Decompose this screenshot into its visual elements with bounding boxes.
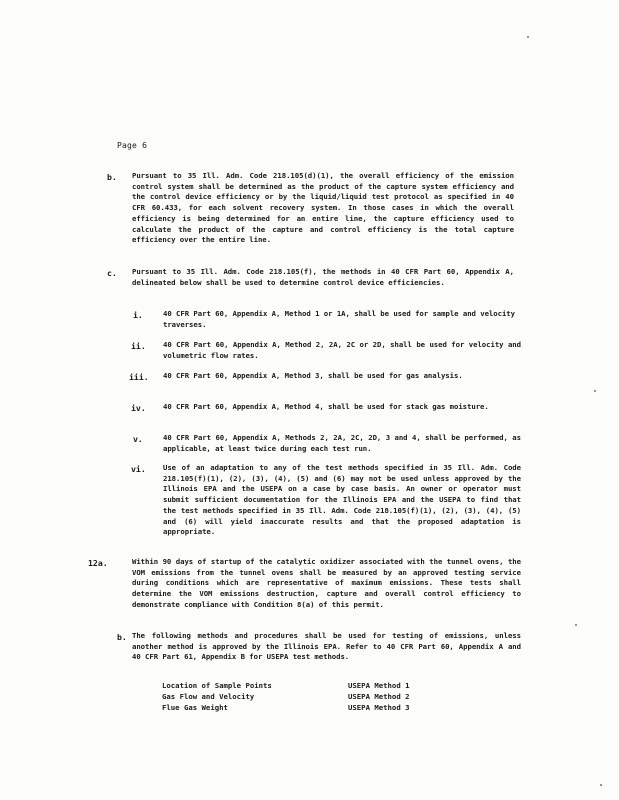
subitem-i-text: 40 CFR Part 60, Appendix A, Method 1 or 1A, shall be used for sample and velocity traverses. <box>163 309 515 329</box>
section-label-12a: 12a. <box>88 558 108 568</box>
method-cell: USEPA Method 2 <box>348 692 410 701</box>
subitem-ii-text: 40 CFR Part 60, Appendix A, Method 2, 2A, 2C or 2D, shall be used for velocity and volumetric flow rates. <box>163 340 521 360</box>
table-row <box>162 702 410 713</box>
test-methods-table <box>162 680 410 713</box>
paragraph-b2-test-methods: The following methods and procedures shall be used for testing of emissions, unless another method is approved by the Illinois EPA. Refer to 40 CFR Part 60, Appendix A and 40 CFR Part 61, Appendix B for USEPA test methods. <box>132 631 521 662</box>
method-cell: USEPA Method 1 <box>348 681 410 690</box>
scan-speck <box>600 784 602 786</box>
item-label-c: c. <box>107 268 117 278</box>
paragraph-c-methods: Pursuant to 35 Ill. Adm. Code 218.105(f), the methods in 40 CFR Part 60, Appendix A, delineated below shall be used to determine control device efficiencies. <box>132 267 514 287</box>
subitem-v-text: 40 CFR Part 60, Appendix A, Methods 2, 2A, 2C, 2D, 3 and 4, shall be performed, as applicable, at least twice during each test run. <box>163 433 521 453</box>
subitem-label-i: i. <box>133 310 143 320</box>
paragraph-b-efficiency: Pursuant to 35 Ill. Adm. Code 218.105(d)(1), the overall efficiency of the emission control system shall be determined as the product of the capture system efficiency and the control device efficiency or by the liquid/liquid test protocol as specified in 40 CFR 60.433, for each solvent recovery system. In those cases in which the overall efficiency is being determined for an entire line, the capture efficiency used to calculate the product of the capture and control efficiency is the total capture efficiency over the entire line. <box>132 171 514 245</box>
subitem-label-iv: iv. <box>131 403 146 413</box>
item-label-b: b. <box>107 172 117 182</box>
section-12a-text: Within 90 days of startup of the catalytic oxidizer associated with the tunnel ovens, the VOM emissions from the tunnel ovens shall be measured by an approved testing service during conditions which are representative of maximum emissions. These tests shall determine the VOM emissions destruction, capture and overall control efficiency to demonstrate compliance with Condition 8(a) of this permit. <box>132 557 521 609</box>
subitem-vi-text: Use of an adaptation to any of the test methods specified in 35 Ill. Adm. Code 218.105(f)(1), (2), (3), (4), (5) and (6) may not be used unless approved by the Illinois EPA and the USEPA on a case by case basis. An owner or operator must submit sufficient documentation for the Illinois EPA and the USEPA to find that the test methods specified in 35 Ill. Adm. Code 218.105(f)(1), (2), (3), (4), (5) and (6) will yield inaccurate results and that the proposed adaptation is appropriate. <box>163 463 521 537</box>
table-row <box>162 691 410 702</box>
item-label-b2: b. <box>117 632 127 642</box>
scan-speck <box>527 36 529 38</box>
sample-location-cell: Flue Gas Weight <box>162 703 228 712</box>
scan-speck <box>575 624 577 626</box>
subitem-iv-text: 40 CFR Part 60, Appendix A, Method 4, shall be used for stack gas moisture. <box>163 402 489 411</box>
table-row <box>162 680 410 691</box>
subitem-label-iii: iii. <box>129 372 149 382</box>
subitem-label-v: v. <box>133 434 143 444</box>
page-number: Page 6 <box>117 141 148 150</box>
subitem-label-ii: ii. <box>131 341 146 351</box>
scan-speck <box>594 390 596 392</box>
subitem-iii-text: 40 CFR Part 60, Appendix A, Method 3, shall be used for gas analysis. <box>163 371 463 380</box>
sample-location-cell: Location of Sample Points <box>162 681 272 690</box>
method-cell: USEPA Method 3 <box>348 703 410 712</box>
sample-location-cell: Gas Flow and Velocity <box>162 692 255 701</box>
subitem-label-vi: vi. <box>131 464 146 474</box>
